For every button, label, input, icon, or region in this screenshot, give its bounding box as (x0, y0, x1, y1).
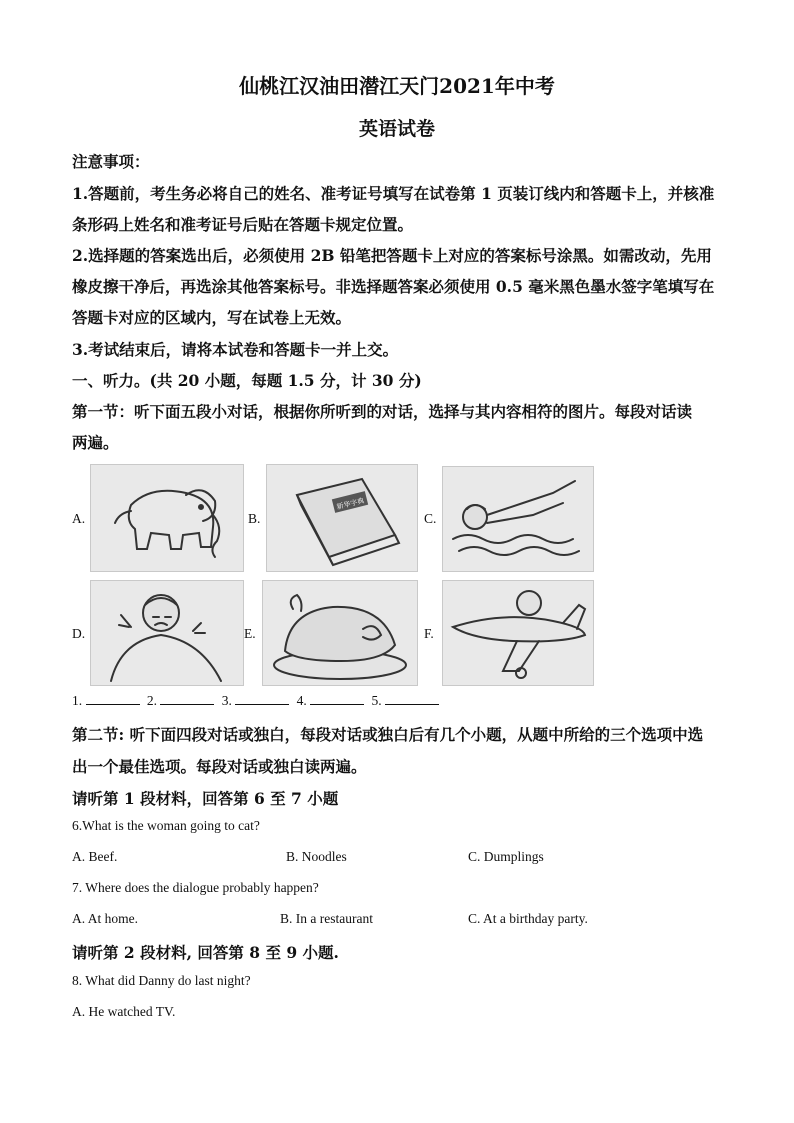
elephant-drawing (91, 465, 243, 571)
blank-label-4: 4. (296, 693, 307, 708)
picture-label-c: C. (424, 511, 437, 526)
q6-option-a[interactable]: A. Beef. (72, 849, 118, 864)
sick-person-icon (90, 580, 244, 686)
blank-label-5: 5. (371, 693, 382, 708)
q7-option-a[interactable]: A. At home. (72, 911, 138, 926)
swimmer-drawing (443, 467, 593, 571)
part-2-instruction-line-1: 第二节: 听下面四段对话或独白，每段对话或独白后有几个小题，从题中所给的三个选项中选 (72, 725, 704, 744)
sick-person-drawing (91, 581, 243, 685)
airplane-drawing (443, 581, 593, 685)
q7-option-b[interactable]: B. In a restaurant (280, 911, 373, 926)
notes-heading: 注意事项： (72, 152, 150, 171)
part-1-instruction-line-1: 第一节：听下面五段小对话，根据你所听到的对话，选择与其内容相符的图片。每段对话读 (72, 402, 693, 421)
picture-label-a: A. (72, 511, 86, 526)
exam-title: 仙桃江汉油田潜江天门2021年中考 (239, 74, 555, 98)
note-1-line-2: 条形码上姓名和准考证号后贴在答题卡规定位置。 (72, 215, 414, 234)
note-2-line-3: 答题卡对应的区域内，写在试卷上无效。 (72, 308, 352, 327)
elephant-icon (90, 464, 244, 572)
question-6: 6.What is the woman going to cat? (72, 818, 260, 833)
section-1-heading: 一、听力。(共 20 小题，每题 1.5 分，计 30 分) (72, 371, 422, 390)
part-2-instruction-line-2: 出一个最佳选项。每段对话或独白读两遍。 (72, 757, 367, 776)
q7-option-c[interactable]: C. At a birthday party. (468, 911, 588, 926)
pilot-airplane-icon (442, 580, 594, 686)
blank-label-2: 2. (146, 693, 157, 708)
exam-subtitle: 英语试卷 (358, 118, 435, 140)
q8-option-a[interactable]: A. He watched TV. (72, 1004, 176, 1019)
answer-blank-4[interactable] (310, 692, 364, 705)
dictionary-book-icon (266, 464, 418, 572)
answer-blank-3[interactable] (235, 692, 289, 705)
roast-chicken-icon (262, 580, 418, 686)
question-7: 7. Where does the dialogue probably happen? (72, 880, 319, 895)
question-8: 8. What did Danny do last night? (72, 973, 251, 988)
material-2-heading: 请听第 2 段材料, 回答第 8 至 9 小题. (72, 943, 339, 962)
swimming-boy-icon (442, 466, 594, 572)
blank-label-3: 3. (221, 693, 232, 708)
chicken-drawing (263, 581, 417, 685)
answer-blank-5[interactable] (385, 692, 439, 705)
note-1-line-1: 1.答题前，考生务必将自己的姓名、准考证号填写在试卷第 1 页装订线内和答题卡上，并核准 (72, 184, 715, 203)
book-drawing (267, 465, 417, 571)
note-2-line-1: 2.选择题的答案选出后，必须使用 2B 铅笔把答题卡上对应的答案标号涂黑。如需改动，先用 (72, 246, 712, 265)
blank-label-1: 1. (72, 693, 83, 708)
book-cover-text: 新华字典 (335, 496, 366, 512)
part-1-instruction-line-2: 两遍。 (72, 433, 119, 452)
picture-label-b: B. (248, 511, 261, 526)
note-3: 3.考试结束后，请将本试卷和答题卡一并上交。 (72, 340, 399, 359)
note-2-line-2: 橡皮擦干净后，再选涂其他答案标号。非选择题答案必须使用 0.5 毫米黑色墨水签字笔填写在 (72, 277, 715, 296)
answer-blanks (72, 692, 443, 709)
q6-option-b[interactable]: B. Noodles (286, 849, 347, 864)
answer-blank-1[interactable] (86, 692, 140, 705)
picture-label-d: D. (72, 626, 86, 641)
picture-label-e: E. (244, 626, 256, 641)
answer-blank-2[interactable] (160, 692, 214, 705)
picture-label-f: F. (424, 626, 434, 641)
material-1-heading: 请听第 1 段材料，回答第 6 至 7 小题 (72, 789, 339, 808)
q6-option-c[interactable]: C. Dumplings (468, 849, 544, 864)
